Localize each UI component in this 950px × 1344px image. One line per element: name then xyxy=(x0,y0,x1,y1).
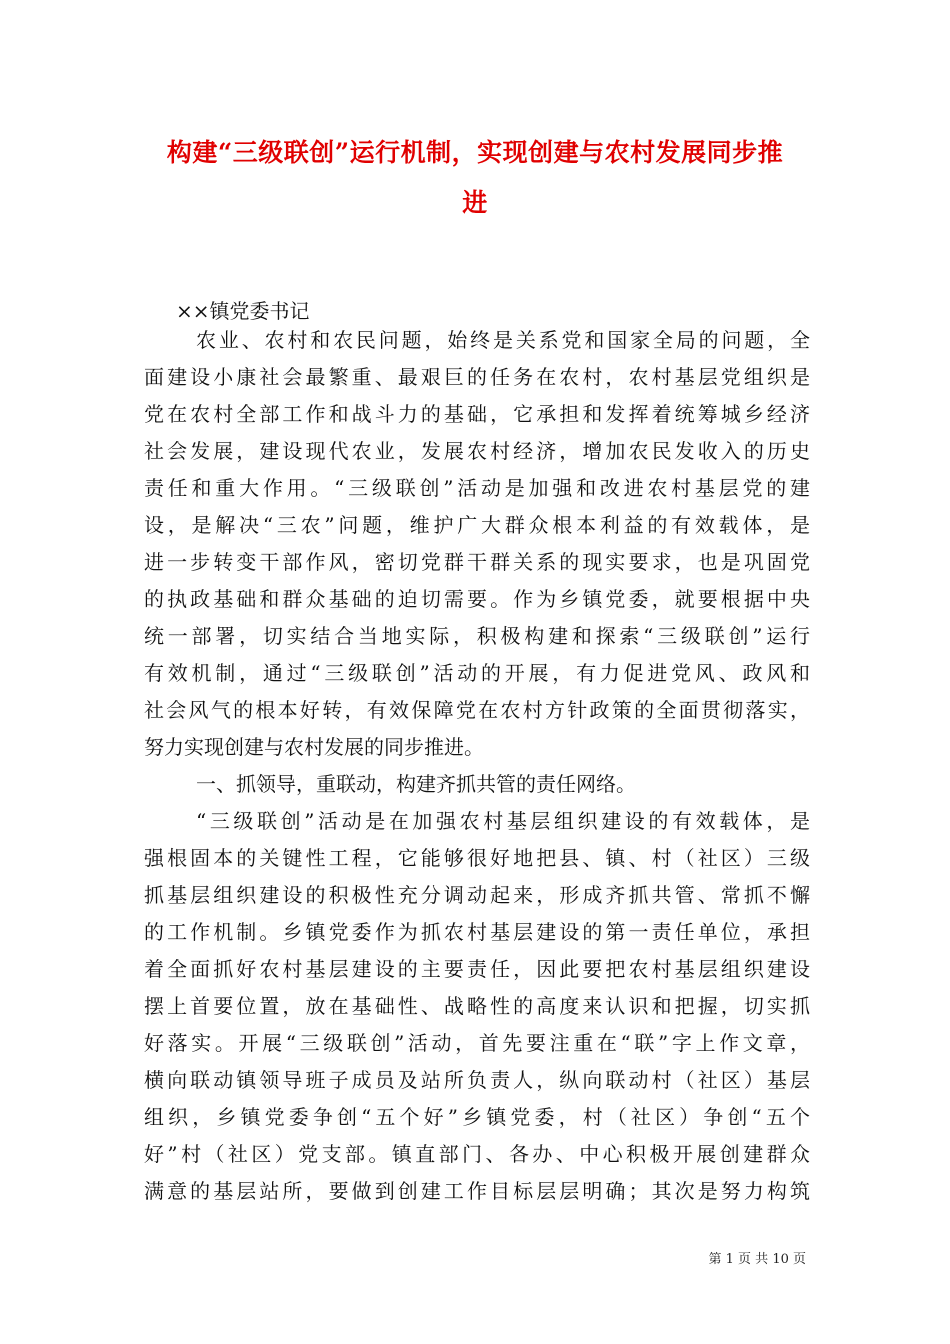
body-line: 进一步转变干部作风，密切党群干群关系的现实要求，也是巩固党 xyxy=(144,550,810,574)
body-line: 着全面抓好农村基层建设的主要责任，因此要把农村基层组织建设 xyxy=(144,957,810,981)
page-number-footer: 第 1 页 共 10 页 xyxy=(708,1252,806,1267)
body-line: 横向联动镇领导班子成员及站所负责人，纵向联动村（社区）基层 xyxy=(144,1068,810,1092)
document-title-line-1: 构建“三级联创”运行机制，实现创建与农村发展同步推 xyxy=(166,138,784,167)
body-line: 好落实。开展“三级联创”活动，首先要注重在“联”字上作文章， xyxy=(144,1031,810,1055)
body-line: 社会发展，建设现代农业，发展农村经济，增加农民发收入的历史 xyxy=(144,439,810,463)
body-line: 努力实现创建与农村发展的同步推进。 xyxy=(144,735,484,759)
body-line: 摆上首要位置，放在基础性、战略性的高度来认识和把握，切实抓 xyxy=(144,994,810,1018)
body-line: 统一部署，切实结合当地实际，积极构建和探索“三级联创”运行 xyxy=(144,624,810,648)
body-line: 责任和重大作用。“三级联创”活动是加强和改进农村基层党的建 xyxy=(144,476,810,500)
body-line: 设，是解决“三农”问题，维护广大群众根本利益的有效载体，是 xyxy=(144,513,810,537)
body-line: 好”村（社区）党支部。镇直部门、各办、中心积极开展创建群众 xyxy=(144,1142,810,1166)
document-title-line-2: 进 xyxy=(462,188,488,217)
body-line: 组织，乡镇党委争创“五个好”乡镇党委，村（社区）争创“五个 xyxy=(144,1105,810,1129)
body-line: 党在农村全部工作和战斗力的基础，它承担和发挥着统筹城乡经济 xyxy=(144,402,810,426)
body-line: 面建设小康社会最繁重、最艰巨的任务在农村，农村基层党组织是 xyxy=(144,365,810,389)
body-line: 的执政基础和群众基础的迫切需要。作为乡镇党委，就要根据中央 xyxy=(144,587,810,611)
body-line: 强根固本的关键性工程，它能够很好地把县、镇、村（社区）三级 xyxy=(144,846,810,870)
body-line: 满意的基层站所，要做到创建工作目标层层明确；其次是努力构筑 xyxy=(144,1179,810,1203)
body-line: 有效机制，通过“三级联创”活动的开展，有力促进党风、政风和 xyxy=(144,661,810,685)
body-line: 的工作机制。乡镇党委作为抓农村基层建设的第一责任单位，承担 xyxy=(144,920,810,944)
body-line: 社会风气的根本好转，有效保障党在农村方针政策的全面贯彻落实， xyxy=(144,698,810,722)
section-heading: 一、抓领导，重联动，构建齐抓共管的责任网络。 xyxy=(196,772,636,796)
author-line: ××镇党委书记 xyxy=(176,299,310,323)
body-line: “三级联创”活动是在加强农村基层组织建设的有效载体，是 xyxy=(196,809,810,833)
body-line: 抓基层组织建设的积极性充分调动起来，形成齐抓共管、常抓不懈 xyxy=(144,883,810,907)
body-line: 农业、农村和农民问题，始终是关系党和国家全局的问题，全 xyxy=(196,328,810,352)
